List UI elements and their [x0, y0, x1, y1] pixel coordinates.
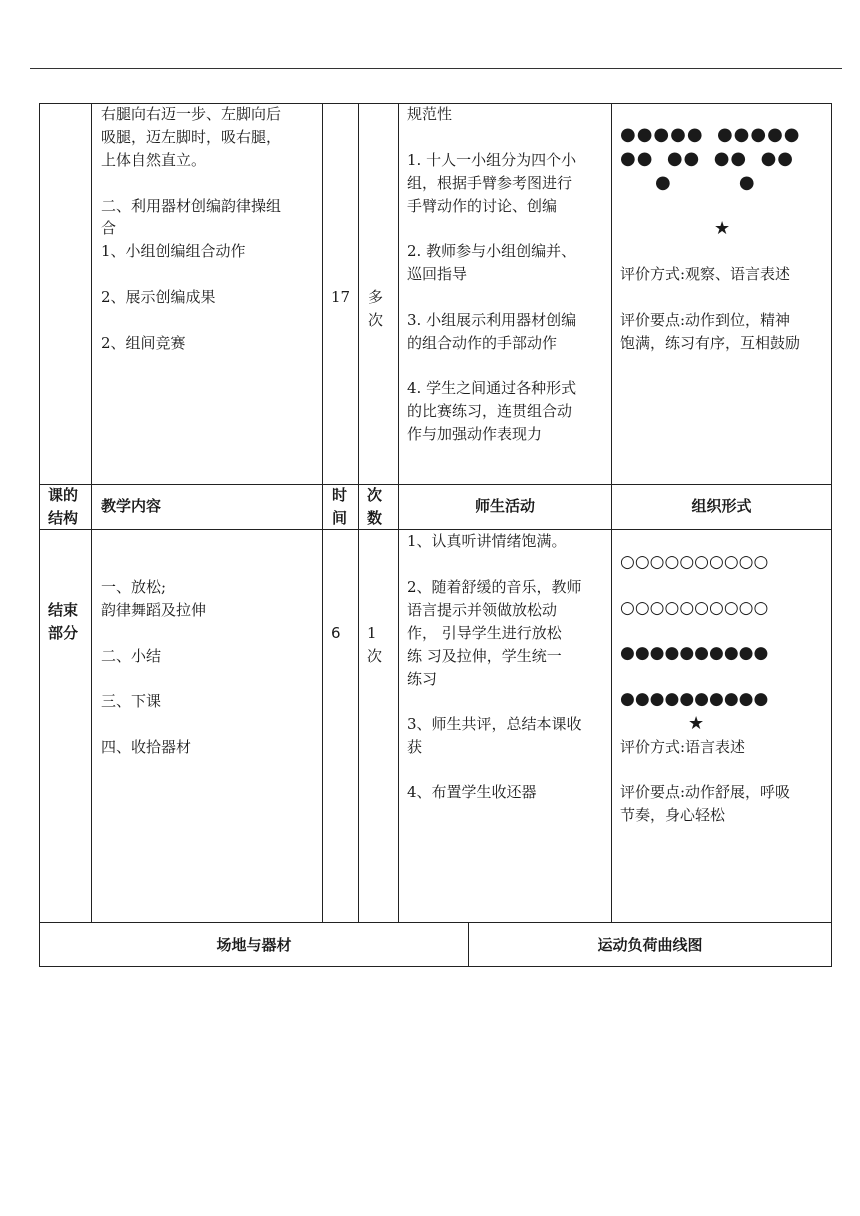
count-value: 次	[367, 647, 383, 665]
formation-dots-row: ●●●●●●●●●●	[620, 643, 769, 663]
activity-line: 手臂动作的讨论、创编	[407, 197, 558, 215]
eval-point: 评价要点:动作到位，精神	[620, 311, 791, 329]
section-label: 部分	[48, 624, 79, 642]
header-time: 间	[332, 509, 348, 527]
header-org: 组织形式	[691, 497, 752, 515]
time-value: 6	[331, 624, 341, 642]
header-count: 数	[367, 509, 383, 527]
header-content: 教学内容	[101, 497, 162, 515]
eval-method: 评价方式:语言表述	[620, 738, 746, 756]
content-line: 二、利用器材创编韵律操组	[101, 197, 282, 215]
content-line: 二、小结	[101, 647, 162, 665]
table-border	[322, 103, 323, 923]
table-border	[39, 103, 40, 967]
activity-line: 的组合动作的手部动作	[407, 334, 558, 352]
formation-circles-row: ○○○○○○○○○○	[620, 598, 769, 618]
table-border	[91, 103, 92, 923]
activity-line: 3、师生共评，总结本课收	[407, 715, 582, 733]
table-border	[39, 966, 832, 967]
activity-line: 2. 教师参与小组创编并、	[407, 242, 577, 260]
teacher-star-icon: ★	[714, 218, 731, 239]
activity-line: 获	[407, 738, 423, 756]
activity-line: 巡回指导	[407, 265, 468, 283]
time-value: 17	[331, 288, 351, 306]
content-line: 2、展示创编成果	[101, 288, 216, 306]
eval-point: 评价要点:动作舒展，呼吸	[620, 783, 791, 801]
activity-line: 3. 小组展示利用器材创编	[407, 311, 577, 329]
content-line: 三、下课	[101, 692, 162, 710]
content-line: 合	[101, 219, 117, 237]
activity-line: 语言提示并领做放松动	[407, 601, 558, 619]
page-header-rule	[30, 68, 842, 69]
activity-line: 的比赛练习，连贯组合动	[407, 402, 573, 420]
count-value: 多	[368, 288, 384, 306]
activity-line: 2、随着舒缓的音乐，教师	[407, 578, 582, 596]
header-structure: 结构	[48, 509, 79, 527]
content-line: 上体自然直立。	[101, 151, 207, 169]
formation-circles-row: ○○○○○○○○○○	[620, 552, 769, 572]
count-value: 1	[367, 624, 377, 642]
formation-dots-row: ●●●●● ●●●●●	[620, 124, 801, 145]
table-border	[39, 484, 832, 485]
formation-dots-row: ●● ●● ●● ●●	[620, 148, 794, 169]
table-border	[831, 103, 832, 967]
teacher-star-icon: ★	[688, 713, 705, 734]
eval-point: 饱满，练习有序，互相鼓励	[620, 334, 801, 352]
header-count: 次	[367, 486, 383, 504]
table-border	[39, 922, 832, 923]
activity-line: 4. 学生之间通过各种形式	[407, 379, 577, 397]
content-line: 四、收拾器材	[101, 738, 192, 756]
content-line: 2、组间竞赛	[101, 334, 186, 352]
header-time: 时	[332, 486, 348, 504]
activity-line: 4、布置学生收还器	[407, 783, 537, 801]
eval-method: 评价方式:观察、语言表述	[620, 265, 791, 283]
activity-line: 作， 引导学生进行放松	[407, 624, 562, 642]
count-value: 次	[368, 311, 384, 329]
venue-label: 场地与器材	[216, 936, 292, 954]
activity-line: 规范性	[407, 105, 453, 123]
content-line: 一、放松;	[101, 578, 167, 596]
header-activity: 师生活动	[474, 497, 535, 515]
content-line: 1、小组创编组合动作	[101, 242, 246, 260]
activity-line: 作与加强动作表现力	[407, 425, 543, 443]
activity-line: 1、认真听讲情绪饱满。	[407, 532, 567, 550]
content-line: 韵律舞蹈及拉伸	[101, 601, 207, 619]
section-label: 结束	[48, 601, 79, 619]
eval-point: 节奏，身心轻松	[620, 806, 726, 824]
table-border	[358, 103, 359, 923]
activity-line: 1. 十人一小组分为四个小	[407, 151, 577, 169]
activity-line: 组，根据手臂参考图进行	[407, 174, 573, 192]
content-line: 右腿向右迈一步、左脚向后	[101, 105, 282, 123]
load-curve-label: 运动负荷曲线图	[597, 936, 703, 954]
header-structure: 课的	[48, 486, 79, 504]
formation-dots-row: ● ●	[655, 172, 756, 193]
activity-line: 练习	[407, 670, 438, 688]
formation-dots-row: ●●●●●●●●●●	[620, 689, 769, 709]
content-line: 吸腿，迈左脚时，吸右腿，	[101, 128, 282, 146]
activity-line: 练 习及拉伸，学生统一	[407, 647, 562, 665]
